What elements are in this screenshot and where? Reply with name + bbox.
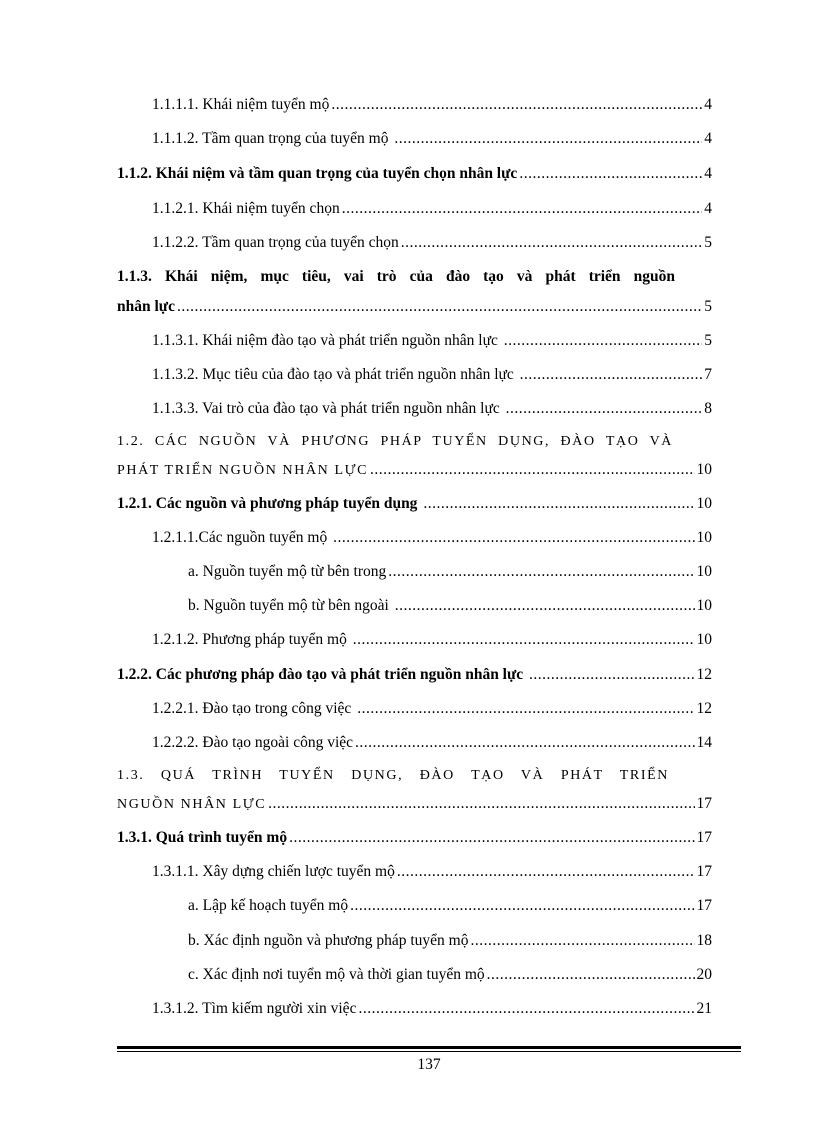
- toc-leader-dots: [342, 198, 703, 220]
- toc-entry: [0, 895, 816, 917]
- toc-entry-title-cont: PHÁT TRIỂN NGUỒN NHÂN LỰC: [117, 463, 369, 478]
- footer-rule-thick: [117, 1046, 741, 1049]
- toc-leader-dots: [401, 232, 702, 254]
- toc-page-number: 18: [696, 932, 712, 949]
- toc-entry-title: 1.1.2.2. Tầm quan trọng của tuyển chọn: [152, 234, 399, 251]
- toc-entry-title: 1.1.3.3. Vai trò của đào tạo và phát triển nguồn nhân lực: [152, 400, 504, 417]
- toc-leader-dots: [289, 827, 694, 849]
- toc-entry-line2: [0, 793, 816, 815]
- toc-leader-dots: [504, 330, 703, 352]
- toc-page-number: 8: [704, 400, 712, 417]
- toc-entry-title: 1.1.3.2. Mục tiêu của đào tạo và phát triển nguồn nhân lực: [152, 366, 518, 383]
- footer-rule-thin: [117, 1051, 741, 1052]
- toc-entry: [0, 561, 816, 583]
- toc-entry-title: a. Lập kế hoạch tuyển mộ: [188, 897, 349, 914]
- toc-leader-dots: [529, 664, 694, 686]
- toc-page-number: 5: [704, 234, 712, 251]
- toc-entry-title: 1.2.2.1. Đào tạo trong công việc: [152, 700, 356, 717]
- toc-entry-title: b. Nguồn tuyển mộ từ bên ngoài: [188, 597, 393, 614]
- toc-page-number: 17: [696, 829, 712, 846]
- toc-entry-title: 1.2.2. Các phương pháp đào tạo và phát triển nguồn nhân lực: [117, 666, 528, 683]
- toc-entry-title: 1.1.2.1. Khái niệm tuyển chọn: [152, 200, 340, 217]
- toc-entry: [0, 827, 816, 849]
- toc-entry: [0, 128, 816, 150]
- toc-leader-dots: [350, 895, 694, 917]
- toc-leader-dots: [333, 527, 694, 549]
- toc-page-number: 21: [696, 1000, 712, 1017]
- toc-leader-dots: [358, 998, 694, 1020]
- toc-entry-title: 1.3.1.1. Xây dựng chiến lược tuyển mộ: [152, 863, 395, 880]
- toc-page-number: 17: [696, 795, 712, 812]
- toc-leader-dots: [487, 964, 695, 986]
- toc-entry-title: 1.1.3. Khái niệm, mục tiêu, vai trò của đào tạo và phát triển nguồn: [117, 268, 675, 285]
- toc-entry-title: b. Xác định nguồn và phương pháp tuyển mộ: [188, 932, 469, 949]
- toc-entry: [0, 330, 816, 352]
- toc-page-number: 12: [696, 700, 712, 717]
- toc-entry: [0, 94, 816, 116]
- toc-page-number: 10: [696, 529, 712, 546]
- toc-entry: [0, 364, 816, 386]
- toc-leader-dots: [268, 793, 694, 815]
- toc-entry-title: 1.3.1. Quá trình tuyển mộ: [117, 829, 288, 846]
- toc-page-number: 5: [704, 298, 712, 315]
- toc-entry: [0, 198, 816, 220]
- toc-entry-title: a. Nguồn tuyển mộ từ bên trong: [188, 563, 387, 580]
- toc-entry: [0, 398, 816, 420]
- page-number: 137: [417, 1056, 441, 1073]
- toc-entry-title: c. Xác định nơi tuyển mộ và thời gian tuyển mộ: [188, 966, 485, 983]
- toc-entry-title: 1.2.1.2. Phương pháp tuyển mộ: [152, 631, 351, 648]
- toc-entry-title: 1.2. CÁC NGUỒN VÀ PHƯƠNG PHÁP TUYỂN DỤNG, ĐÀO TẠO VÀ: [117, 434, 673, 449]
- toc-leader-dots: [370, 459, 694, 481]
- toc-entry: [0, 964, 816, 986]
- toc-entry: [0, 629, 816, 651]
- toc-page-number: 10: [696, 563, 712, 580]
- toc-entry-line2: [0, 459, 816, 481]
- toc-page-number: 7: [704, 366, 712, 383]
- toc-entry-title-cont: nhân lực: [117, 298, 175, 315]
- toc-entry-title: 1.1.2. Khái niệm và tầm quan trọng của tuyển chọn nhân lực: [117, 165, 518, 182]
- toc-leader-dots: [394, 128, 702, 150]
- toc-entry: [0, 998, 816, 1020]
- toc-entry: [0, 732, 816, 754]
- toc-entry-title: 1.1.3.1. Khái niệm đào tạo và phát triển nguồn nhân lực: [152, 332, 502, 349]
- toc-leader-dots: [470, 930, 694, 952]
- toc-leader-dots: [423, 493, 694, 515]
- toc-page-number: 17: [696, 863, 712, 880]
- toc-entry-title: 1.1.1.1. Khái niệm tuyển mộ: [152, 96, 330, 113]
- toc-entry: [0, 861, 816, 883]
- toc-entry: [0, 163, 816, 185]
- toc-entry-line1: [0, 765, 816, 787]
- toc-leader-dots: [177, 296, 702, 318]
- toc-entry: [0, 527, 816, 549]
- toc-leader-dots: [353, 629, 695, 651]
- toc-leader-dots: [520, 364, 703, 386]
- toc-page-number: 10: [696, 631, 712, 648]
- toc-leader-dots: [388, 561, 694, 583]
- toc-entry-title: 1.2.2.2. Đào tạo ngoài công việc: [152, 734, 354, 751]
- toc-page-number: 17: [696, 897, 712, 914]
- toc-entry-title-cont: NGUỒN NHÂN LỰC: [117, 797, 267, 812]
- toc-entry-title: 1.3.1.2. Tìm kiếm người xin việc: [152, 1000, 357, 1017]
- toc-page-number: 20: [696, 966, 712, 983]
- toc-entry-title: 1.2.1.1.Các nguồn tuyển mộ: [152, 529, 332, 546]
- toc-page-number: 4: [704, 96, 712, 113]
- toc-leader-dots: [397, 861, 695, 883]
- toc-page-number: 4: [704, 165, 712, 182]
- toc-entry: [0, 698, 816, 720]
- toc-leader-dots: [355, 732, 694, 754]
- toc-entry-line1: [0, 431, 816, 453]
- toc-page-number: 14: [696, 734, 712, 751]
- toc-entry-line1: [0, 266, 816, 288]
- toc-page-number: 5: [704, 332, 712, 349]
- toc-entry: [0, 493, 816, 515]
- toc-page-number: 10: [696, 597, 712, 614]
- toc-page-number: 4: [704, 130, 712, 147]
- toc-entry-title: 1.2.1. Các nguồn và phương pháp tuyển dụng: [117, 495, 422, 512]
- toc-page-number: 4: [704, 200, 712, 217]
- toc-entry-title: 1.3. QUÁ TRÌNH TUYỂN DỤNG, ĐÀO TẠO VÀ PHÁT TRIỂN: [117, 768, 669, 783]
- toc-leader-dots: [357, 698, 694, 720]
- toc-leader-dots: [506, 398, 703, 420]
- toc-page-number: 12: [696, 666, 712, 683]
- toc-entry-title: 1.1.1.2. Tầm quan trọng của tuyển mộ: [152, 130, 393, 147]
- toc-page-number: 10: [696, 461, 712, 478]
- toc-entry-line2: [0, 296, 816, 318]
- toc-entry: [0, 232, 816, 254]
- toc-entry: [0, 930, 816, 952]
- toc-leader-dots: [331, 94, 702, 116]
- toc-leader-dots: [395, 595, 695, 617]
- toc-entry: [0, 595, 816, 617]
- toc-leader-dots: [519, 163, 702, 185]
- toc-page-number: 10: [696, 495, 712, 512]
- toc-entry: [0, 664, 816, 686]
